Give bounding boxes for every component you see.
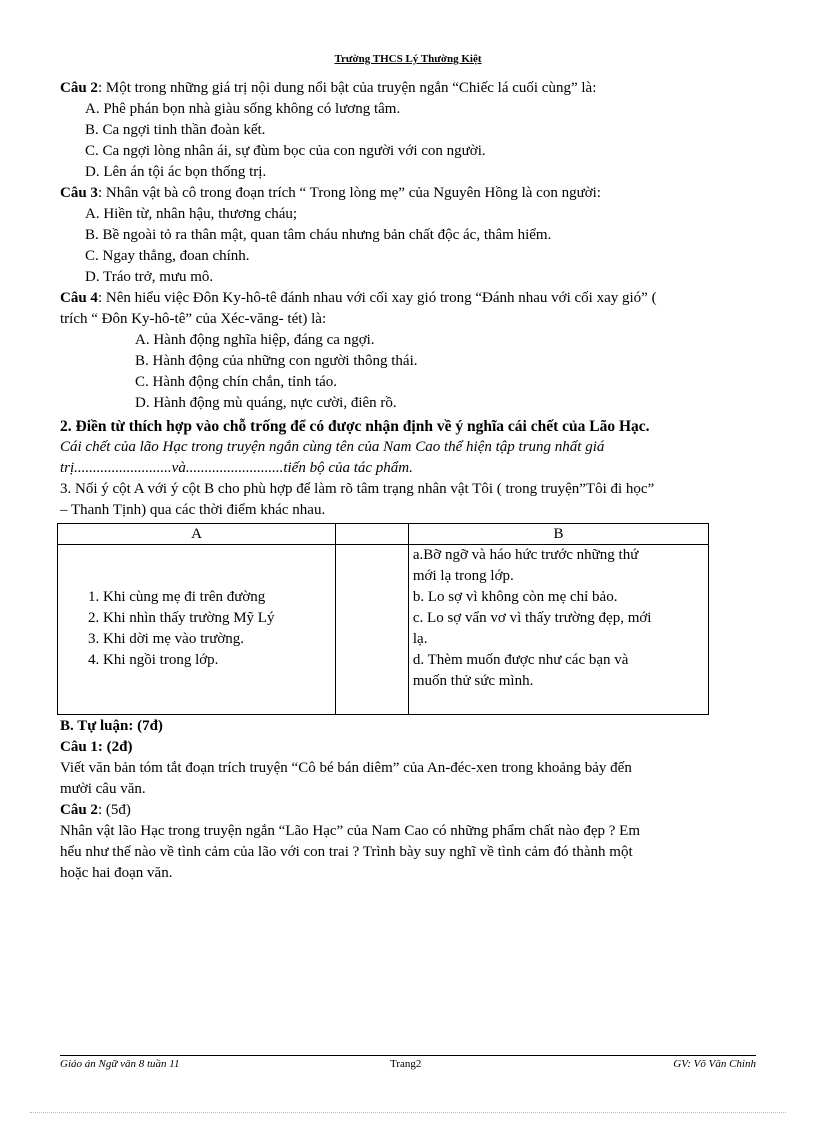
q2-stem (60, 78, 596, 99)
q4-option-d: D. Hành động mù quáng, nực cười, điên rồ. (135, 395, 397, 411)
q4-stem (60, 288, 657, 309)
part-b-question2-points: : (5đ) (97, 802, 131, 818)
part-b-question2-label (60, 800, 131, 821)
q4-text-1: : Nên hiểu việc Đôn Ky-hô-tê đánh nhau với cối xay gió trong “Đánh nhau với cối xay gió” ( (97, 290, 657, 306)
q3-text: : Nhân vật bà cô trong đoạn trích “ Trong lòng mẹ” của Nguyên Hồng là con người: (97, 185, 601, 201)
q3-option-c: C. Ngay thẳng, đoan chính. (85, 248, 250, 264)
q4-option-c: C. Hành động chín chắn, tỉnh táo. (135, 374, 338, 390)
b-item-a: a.Bỡ ngỡ và háo hức trước những thứ (412, 547, 639, 563)
column-a-header: A (58, 524, 336, 545)
part2-sentence-line1: Cái chết của lão Hạc trong truyện ngắn cùng tên của Nam Cao thể hiện tập trung nhất giá (60, 439, 605, 455)
q2-option-b: B. Ca ngợi tinh thần đoàn kết. (85, 122, 266, 138)
b-item-a-cont: mới lạ trong lớp. (412, 568, 514, 584)
b-item-b: b. Lo sợ vì không còn mẹ chỉ bảo. (412, 589, 618, 605)
school-header: Trường THCS Lý Thường Kiệt (334, 53, 482, 65)
part-b-question1-line2: mười câu văn. (60, 781, 146, 797)
part-b-question1-line1: Viết văn bản tóm tắt đoạn trích truyện “Cô bé bán diêm” của An-đéc-xen trong khoảng bảy đến (60, 760, 632, 776)
q2-option-d: D. Lên án tội ác bọn thống trị. (85, 164, 267, 180)
q2-option-a: A. Phê phán bọn nhà giàu sống không có lương tâm. (85, 101, 401, 117)
answer-column-header (336, 524, 409, 545)
q3-label: Câu 3 (60, 185, 98, 201)
b-item-d: d. Thèm muốn được như các bạn và (412, 652, 629, 668)
q3-option-b: B. Bề ngoài tỏ ra thân mật, quan tâm cháu nhưng bản chất độc ác, thâm hiểm. (85, 227, 552, 243)
footer-page-number: Trang2 (390, 1058, 422, 1070)
part3-instruction-line2: – Thanh Tịnh) qua các thời điểm khác nhau. (60, 502, 326, 518)
q4-option-b: B. Hành động của những con người thông thái. (135, 353, 418, 369)
part3-instruction-line1: 3. Nối ý cột A với ý cột B cho phù hợp để làm rõ tâm trạng nhân vật Tôi ( trong truyện”Tôi đi học” (60, 481, 655, 497)
a-item-2: 2. Khi nhìn thấy trường Mỹ Lý (88, 610, 275, 626)
matching-table (57, 523, 709, 715)
a-item-3: 3. Khi dời mẹ vào trường. (88, 631, 245, 647)
part2-title: 2. Điền từ thích hợp vào chỗ trống để có được nhận định về ý nghĩa cái chết của Lão Hạc. (60, 418, 650, 435)
part-b-question1-label: Câu 1: (2đ) (60, 739, 133, 755)
q2-label: Câu 2 (60, 80, 98, 96)
q4-label: Câu 4 (60, 290, 98, 306)
a-item-1: 1. Khi cùng mẹ đi trên đường (88, 589, 266, 605)
part-b-question2-label-bold: Câu 2 (60, 802, 98, 818)
page-footer (60, 1055, 756, 1070)
part-b-question2-line2: hểu như thế nào về tình cảm của lão với con trai ? Trình bày suy nghĩ về tình cảm đó thành một (60, 844, 633, 860)
column-b-header: B (408, 524, 708, 545)
page-bottom-border (30, 1112, 786, 1113)
a-item-4: 4. Khi ngồi trong lớp. (88, 652, 219, 668)
footer-right: GV: Võ Văn Chinh (673, 1058, 756, 1070)
b-item-c-cont: lạ. (412, 631, 428, 647)
q4-option-a: A. Hành động nghĩa hiệp, đáng ca ngợi. (135, 332, 375, 348)
b-item-d-cont: muốn thử sức mình. (412, 673, 534, 689)
q3-option-d: D. Tráo trở, mưu mô. (85, 269, 214, 285)
q3-option-a: A. Hiền từ, nhân hậu, thương cháu; (85, 206, 298, 222)
q4-stem-continued: trích “ Đôn Ky-hô-tê” của Xéc-văng- tét) là: (60, 311, 327, 327)
part-b-question2-line3: hoặc hai đoạn văn. (60, 865, 173, 881)
column-b-cell (408, 545, 708, 715)
part-b-question2-line1: Nhân vật lão Hạc trong truyện ngắn “Lão Hạc” của Nam Cao có những phẩm chất nào đẹp ? Em (60, 823, 640, 839)
footer-left: Giáo án Ngữ văn 8 tuần 11 (60, 1058, 180, 1070)
column-a-cell (58, 545, 336, 715)
q3-stem (60, 183, 601, 204)
b-item-c: c. Lo sợ vẩn vơ vì thấy trường đẹp, mới (412, 610, 652, 626)
part2-sentence-line2: trị..........................và..........................tiến bộ của tác phẩm. (60, 460, 413, 476)
q2-option-c: C. Ca ngợi lòng nhân ái, sự đùm bọc của con người với con người. (85, 143, 486, 159)
q2-text: : Một trong những giá trị nội dung nổi bật của truyện ngắn “Chiếc lá cuối cùng” là: (97, 80, 597, 96)
part-b-title: B. Tự luận: (7đ) (60, 718, 163, 734)
